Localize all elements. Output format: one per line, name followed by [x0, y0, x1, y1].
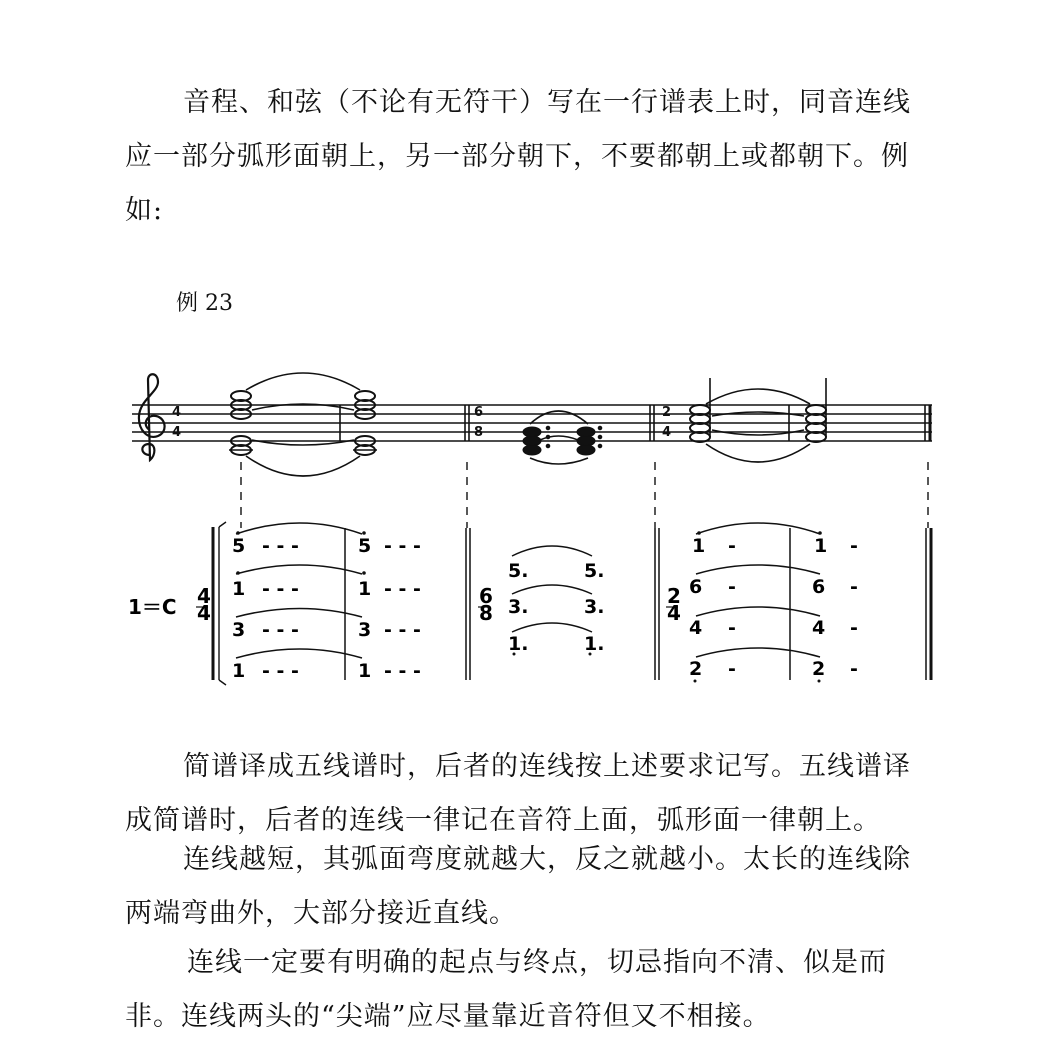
jp-dashes: - - - [262, 535, 299, 557]
jp-note: 4 [812, 617, 826, 639]
svg-text:8: 8 [474, 425, 484, 440]
jianpu-section1 [232, 535, 421, 682]
time-den-6-8: 8 [479, 601, 493, 625]
svg-text:4: 4 [662, 425, 672, 440]
treble-clef-icon [139, 374, 165, 460]
jp-dash: - [850, 576, 858, 598]
jp-dash: - [728, 535, 736, 557]
time-num-6-8: 6 [479, 584, 493, 608]
jp-dashes: - - - [384, 578, 421, 600]
jp-note: 3 [232, 619, 246, 641]
jp-dash: - [850, 658, 858, 680]
jp-note: 1 [358, 660, 372, 682]
staff-ties-section1 [246, 373, 360, 476]
jp-note: 3 [358, 619, 372, 641]
jp-note: 5 [358, 535, 372, 557]
jp-note: 1. [508, 633, 529, 655]
jp-note: 2 [812, 658, 826, 680]
jp-note: 1 [232, 578, 246, 600]
jianpu-ties-section3 [696, 523, 820, 657]
jianpu-ties-section1 [236, 523, 362, 658]
jp-note: 3. [508, 596, 529, 618]
example-caption: 例 23 [176, 291, 233, 316]
paragraph-3: 连线越短，其弧面弯度就越大，反之就越小。太长的连线除两端弯曲外，大部分接近直线。 [125, 844, 911, 929]
jp-note: 2 [689, 658, 703, 680]
chord-half-2 [806, 378, 826, 442]
jp-note: 3. [584, 596, 605, 618]
paragraph-2: 简谱译成五线谱时，后者的连线按上述要求记写。五线谱译成简谱时，后者的连线一律记在音符上面，弧形面一律朝上。 [125, 751, 911, 836]
jp-dashes: - - - [262, 619, 299, 641]
jp-note: 6 [689, 576, 703, 598]
time-num-4-4: 4 [197, 584, 211, 608]
jp-dashes: - - - [384, 535, 421, 557]
svg-text:4: 4 [172, 425, 182, 440]
jp-note: 5 [232, 535, 246, 557]
jp-note: 1 [232, 660, 246, 682]
jp-note: 6 [812, 576, 826, 598]
paragraph-4: 连线一定要有明确的起点与终点，切忌指向不清、似是而非。连线两头的“尖端”应尽量靠近音符但又不相接。 [125, 947, 887, 1032]
jp-dashes: - - - [262, 578, 299, 600]
time-num-2-4: 2 [667, 584, 681, 608]
jianpu-time-6-8 [478, 584, 493, 625]
svg-text:4: 4 [172, 405, 182, 420]
jp-note: 1. [584, 633, 605, 655]
paragraph-1: 音程、和弦（不论有无符干）写在一行谱表上时，同音连线应一部分弧形面朝上，另一部分朝下，不要都朝上或都朝下。例如: [125, 87, 911, 226]
jianpu-brace [213, 522, 226, 685]
time-den-2-4: 4 [667, 601, 681, 625]
jp-dash: - [850, 535, 858, 557]
jianpu-key [128, 584, 211, 625]
jp-dash: - [728, 658, 736, 680]
jp-note: 5. [584, 560, 605, 582]
jp-note: 1 [358, 578, 372, 600]
jp-dash: - [850, 617, 858, 639]
jianpu-ties-section2 [512, 546, 592, 632]
jp-dashes: - - - [384, 660, 421, 682]
jianpu-section2 [508, 560, 604, 655]
key-signature: 1＝C [128, 595, 177, 619]
jianpu-barlines [345, 528, 931, 680]
time-den-4-4: 4 [197, 601, 211, 625]
alignment-guides [241, 462, 928, 528]
jp-note: 1 [814, 535, 828, 557]
jp-dash: - [728, 576, 736, 598]
jp-dash: - [728, 617, 736, 639]
jianpu-time-2-4 [666, 584, 681, 625]
jp-note: 4 [689, 617, 703, 639]
svg-text:6: 6 [474, 405, 484, 420]
staff-ties-section3 [706, 389, 810, 462]
jp-note: 1 [692, 535, 706, 557]
svg-text:2: 2 [662, 405, 672, 420]
jp-dashes: - - - [262, 660, 299, 682]
jp-dashes: - - - [384, 619, 421, 641]
jp-note: 5. [508, 560, 529, 582]
chord-half-1 [690, 378, 710, 442]
